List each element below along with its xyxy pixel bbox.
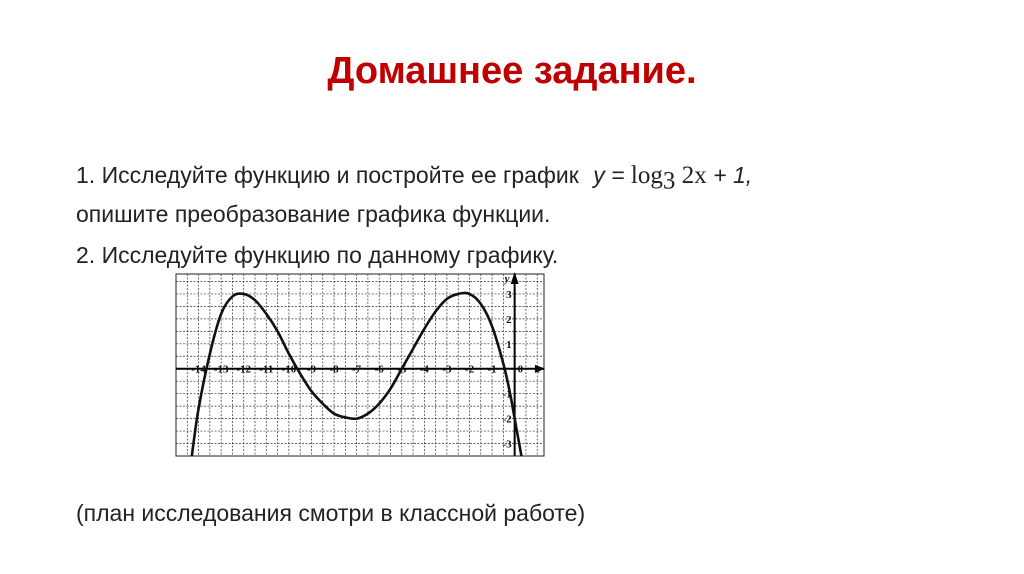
y-tick-label: 1 <box>506 338 512 351</box>
formula-log: log <box>630 162 663 189</box>
function-graph <box>172 268 548 462</box>
formula-argument: 2x <box>681 162 707 189</box>
y-axis-label: y <box>504 273 510 285</box>
note-text: (план исследования смотри в классной работе) <box>76 500 586 526</box>
x-tick-label: -5 <box>397 363 407 376</box>
x-tick-label: -13 <box>213 363 229 376</box>
x-tick-label: -11 <box>259 363 274 376</box>
x-tick-label: -3 <box>442 363 452 376</box>
y-tick-label: -3 <box>502 438 512 451</box>
formula-tail: + 1, <box>713 162 753 188</box>
task-1-line-1 <box>76 162 752 196</box>
x-tick-label: -10 <box>281 363 297 376</box>
slide-title: Домашнее задание. <box>327 50 697 92</box>
y-tick-label: -2 <box>502 413 512 426</box>
x-tick-label: -6 <box>374 363 384 376</box>
x-tick-label: -14 <box>191 363 206 376</box>
x-axis-label: x <box>534 363 541 376</box>
x-tick-label: -7 <box>352 363 362 376</box>
task-1-formula <box>593 162 753 195</box>
y-tick-label: 3 <box>506 288 512 301</box>
x-tick-label: -2 <box>464 363 475 376</box>
formula-log-base: 3 <box>662 167 676 195</box>
x-tick-label: -4 <box>419 363 429 376</box>
x-tick-label: -1 <box>487 363 497 376</box>
y-tick-label: -1 <box>502 388 512 401</box>
task-1-text: 1. Исследуйте функцию и постройте ее график <box>76 162 579 188</box>
task-1-line-2: опишите преобразование графика функции. <box>76 201 551 227</box>
x-tick-label: -12 <box>236 363 252 376</box>
formula-y: y = <box>593 162 625 188</box>
x-tick-label: 0 <box>517 363 524 376</box>
y-tick-label: 2 <box>506 313 512 326</box>
x-tick-label: -9 <box>306 363 317 376</box>
task-2-text: 2. Исследуйте функцию по данному графику. <box>76 242 559 268</box>
x-tick-label: -8 <box>329 363 339 376</box>
